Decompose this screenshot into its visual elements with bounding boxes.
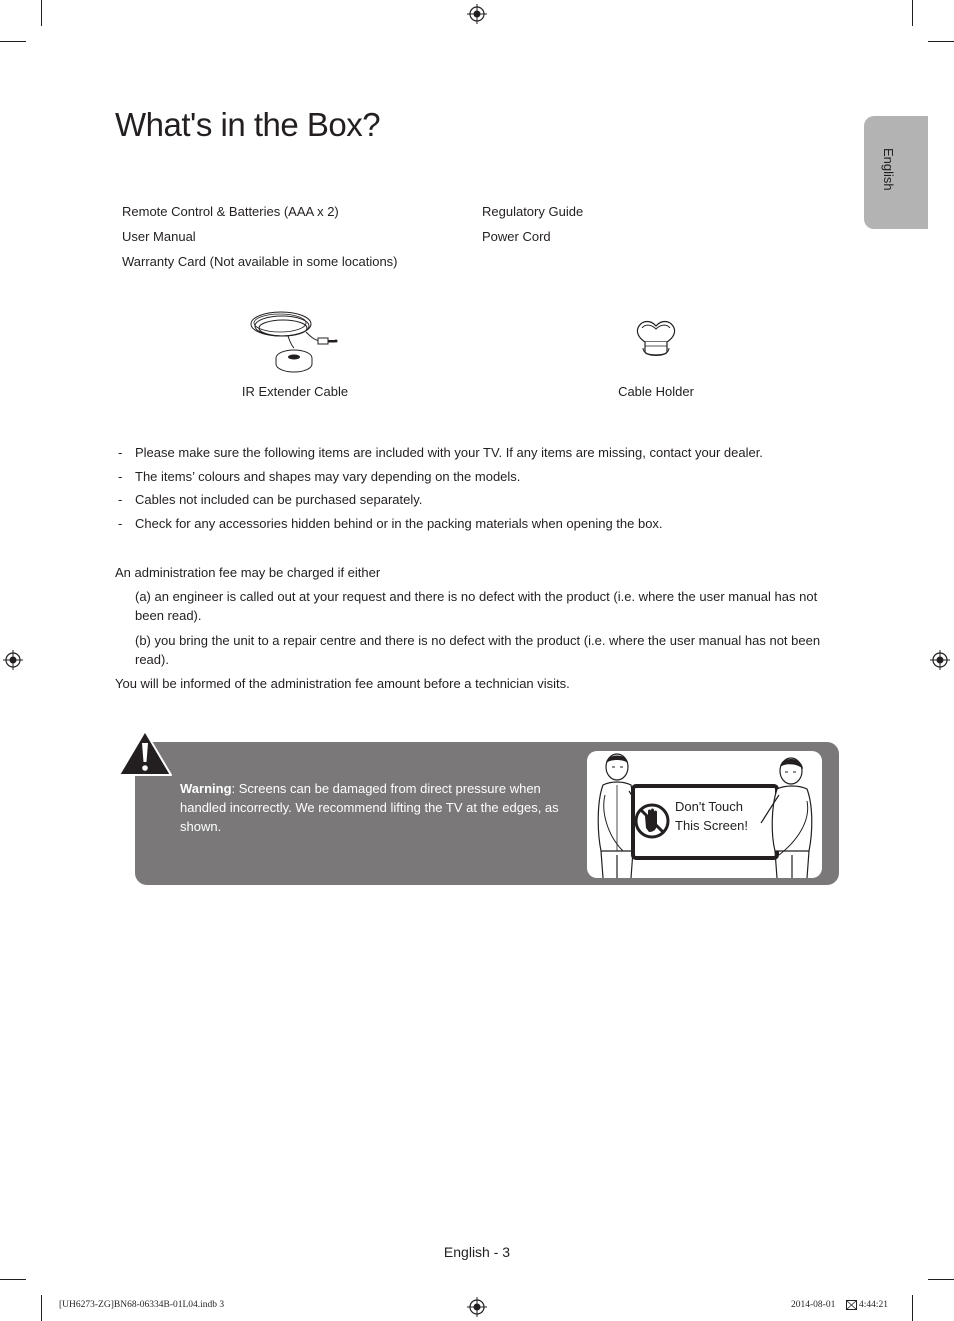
lifting-tv-illustration bbox=[587, 751, 822, 878]
ir-extender-cable-icon bbox=[248, 306, 340, 374]
note-item: - The items’ colours and shapes may vary depending on the models. bbox=[118, 469, 521, 484]
accessory-label: IR Extender Cable bbox=[241, 384, 349, 399]
note-bullet: - bbox=[118, 469, 123, 484]
warning-message: : Screens can be damaged from direct pressure when handled incorrectly. We recommend lifting the TV at the edges, as shown. bbox=[180, 781, 559, 834]
person-right-icon bbox=[757, 755, 817, 878]
note-item: - Please make sure the following items are included with your TV. If any items are missing, contact your dealer. bbox=[118, 445, 763, 460]
slug-date: 2014-08-01 bbox=[791, 1300, 836, 1310]
box-item: User Manual bbox=[122, 229, 196, 244]
sign-line: This Screen! bbox=[675, 818, 748, 833]
note-bullet: - bbox=[118, 492, 123, 507]
box-item: Regulatory Guide bbox=[482, 204, 584, 219]
warning-text bbox=[180, 779, 570, 836]
note-item: - Cables not included can be purchased separately. bbox=[118, 492, 423, 507]
language-tab bbox=[864, 116, 928, 229]
registration-mark-icon bbox=[930, 650, 950, 670]
cable-holder-icon bbox=[633, 318, 679, 362]
crop-mark bbox=[928, 41, 954, 42]
language-tab-label: English bbox=[881, 148, 896, 191]
crop-mark bbox=[41, 1295, 42, 1321]
note-item: - Check for any accessories hidden behind or in the packing materials when opening the box. bbox=[118, 516, 663, 531]
accessory-label: Cable Holder bbox=[618, 384, 694, 399]
sign-line: Don't Touch bbox=[675, 799, 744, 814]
warning-label: Warning bbox=[180, 781, 232, 796]
page-number: English - 3 bbox=[443, 1244, 511, 1260]
registration-mark-icon bbox=[467, 4, 487, 24]
page-title: What's in the Box? bbox=[115, 106, 381, 143]
box-item: Warranty Card (Not available in some locations) bbox=[122, 254, 398, 269]
slug-time: 4:44:21 bbox=[859, 1300, 889, 1310]
box-item: Power Cord bbox=[482, 229, 551, 244]
admin-fee-case-a: (a) an engineer is called out at your request and there is no defect with the product (i.e. where the user manual has not been read). bbox=[135, 589, 818, 623]
box-item: Remote Control & Batteries (AAA x 2) bbox=[122, 204, 339, 219]
crop-mark bbox=[928, 1279, 954, 1280]
crop-mark bbox=[0, 1279, 26, 1280]
crop-mark bbox=[0, 41, 26, 42]
crop-mark bbox=[41, 0, 42, 26]
admin-fee-intro: An administration fee may be charged if either bbox=[115, 565, 381, 580]
registration-mark-icon bbox=[467, 1297, 487, 1317]
warning-triangle-icon bbox=[117, 729, 173, 777]
admin-fee-case-b: (b) you bring the unit to a repair centre and there is no defect with the product (i.e. where the user manual has not been read). bbox=[135, 633, 821, 667]
registration-mark-icon bbox=[3, 650, 23, 670]
clock-icon bbox=[846, 1300, 857, 1310]
crop-mark bbox=[912, 1295, 913, 1321]
note-bullet: - bbox=[118, 516, 123, 531]
crop-mark bbox=[912, 0, 913, 26]
slug-file: [UH6273-ZG]BN68-06334B-01L04.indb 3 bbox=[59, 1300, 225, 1310]
note-bullet: - bbox=[118, 445, 123, 460]
admin-fee-outro: You will be informed of the administration fee amount before a technician visits. bbox=[115, 676, 570, 691]
